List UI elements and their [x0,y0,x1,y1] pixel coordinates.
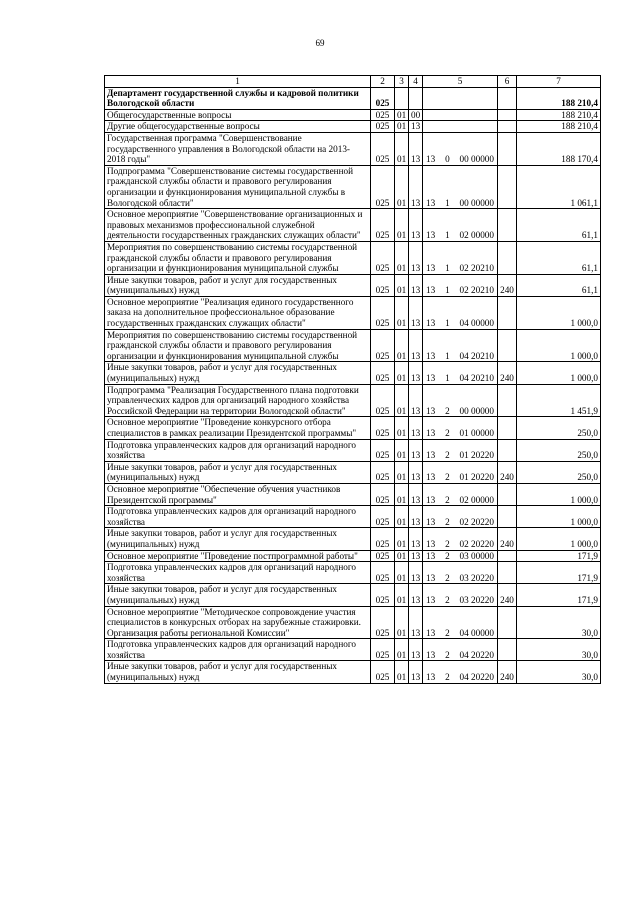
program-code [423,439,498,461]
section-code: 025 [371,417,395,439]
program-code-parts [425,198,495,209]
program-code-parts [425,428,495,439]
expense-type-code [498,639,517,661]
program-code-part: 2 [445,594,450,605]
program-code-parts [425,495,495,506]
program-code [423,296,498,329]
program-code [423,483,498,505]
chapter-code: 01 [395,439,409,461]
expense-type-code: 240 [498,461,517,483]
row-name: Подготовка управленческих кадров для организаций народного хозяйства [105,439,371,461]
program-code [423,506,498,528]
program-code-part: 1 [445,318,450,329]
table-row [105,461,601,483]
row-amount: 30,0 [517,661,601,683]
row-amount: 61,1 [517,241,601,274]
row-amount: 30,0 [517,639,601,661]
expense-type-code [498,329,517,362]
subchapter-code: 13 [409,528,423,550]
program-code-part: 13 [426,450,436,461]
program-code [423,209,498,242]
table-row [105,296,601,329]
row-name: Основное мероприятие "Проведение конкурсного отбора специалистов в рамках реализации Президентской программы" [105,417,371,439]
column-header: 1 [105,76,371,88]
table-row [105,584,601,606]
table-row [105,550,601,562]
program-code [423,132,498,165]
program-code [423,274,498,296]
row-amount: 1 451,9 [517,384,601,417]
column-header: 5 [423,76,498,88]
expense-type-code [498,506,517,528]
program-code-part: 03 20220 [459,572,494,583]
section-code: 025 [371,661,395,683]
program-code-part: 03 00000 [459,550,494,561]
program-code-part: 02 00000 [459,230,494,241]
program-code-part: 00 00000 [459,154,494,165]
table-row [105,661,601,683]
program-code [423,606,498,639]
program-code [423,417,498,439]
chapter-code: 01 [395,606,409,639]
section-code: 025 [371,439,395,461]
expense-type-code [498,439,517,461]
row-name: Подпрограмма "Реализация Государственного плана подготовки управленческих кадров для организаций народного хозяйства Российской Федерации на территории Вологодской области" [105,384,371,417]
header-row [105,76,601,88]
program-code-part: 02 20210 [459,263,494,274]
row-name: Иные закупки товаров, работ и услуг для государственных (муниципальных) нужд [105,661,371,683]
program-code-part: 04 00000 [459,318,494,329]
row-name: Подпрограмма "Совершенствование системы государственной гражданской службы области и правового регулирования организации и функционирования муниципальной службы в Вологодской области" [105,165,371,208]
row-name: Иные закупки товаров, работ и услуг для государственных (муниципальных) нужд [105,274,371,296]
section-code: 025 [371,329,395,362]
row-amount: 1 000,0 [517,483,601,505]
table-row [105,209,601,242]
table-row [105,121,601,133]
program-code-part: 13 [426,350,436,361]
subchapter-code: 13 [409,562,423,584]
expense-type-code [498,384,517,417]
subchapter-code: 13 [409,296,423,329]
program-code-part: 1 [445,197,450,208]
row-amount: 171,9 [517,584,601,606]
program-code-parts [425,230,495,241]
row-name: Основное мероприятие "Совершенствование организационных и правовых механизмов профессиональной служебной деятельности государственных гражданских служащих области" [105,209,371,242]
program-code-part: 13 [426,594,436,605]
row-amount: 171,9 [517,562,601,584]
row-amount: 250,0 [517,417,601,439]
program-code-part: 13 [426,197,436,208]
row-name: Мероприятия по совершенствованию системы государственной гражданской службы области и правового регулирования организации и функционирования муниципальной службы [105,241,371,274]
program-code-parts [425,573,495,584]
chapter-code: 01 [395,165,409,208]
program-code-part: 2 [445,450,450,461]
section-code: 025 [371,506,395,528]
subchapter-code: 13 [409,132,423,165]
section-code: 025 [371,639,395,661]
program-code [423,329,498,362]
chapter-code: 01 [395,639,409,661]
row-amount: 1 000,0 [517,296,601,329]
page-number: 69 [315,38,325,48]
program-code [423,550,498,562]
program-code [423,528,498,550]
row-amount: 188 210,4 [517,109,601,121]
expense-type-code [498,417,517,439]
program-code-part: 00 00000 [459,405,494,416]
subchapter-code: 13 [409,417,423,439]
program-code [423,109,498,121]
table-row [105,274,601,296]
section-code: 025 [371,132,395,165]
program-code-parts [425,628,495,639]
program-code-part: 2 [445,672,450,683]
program-code-part: 13 [426,572,436,583]
chapter-code: 01 [395,132,409,165]
section-code: 025 [371,241,395,274]
program-code-part: 0 [445,154,450,165]
program-code [423,562,498,584]
program-code-parts [425,672,495,683]
row-name: Общегосударственные вопросы [105,109,371,121]
chapter-code: 01 [395,109,409,121]
table-row [105,639,601,661]
table-row [105,483,601,505]
program-code-parts [425,551,495,562]
subchapter-code: 13 [409,384,423,417]
subchapter-code: 00 [409,109,423,121]
row-amount: 250,0 [517,439,601,461]
program-code-part: 13 [426,538,436,549]
row-name: Департамент государственной службы и кадровой политики Вологодской области [105,87,371,109]
table-body [105,76,601,684]
chapter-code: 01 [395,483,409,505]
column-header: 2 [371,76,395,88]
program-code-part: 1 [445,263,450,274]
row-name: Мероприятия по совершенствованию системы государственной гражданской службы области и правового регулирования организации и функционирования муниципальной службы [105,329,371,362]
program-code-part: 13 [426,318,436,329]
column-header: 6 [498,76,517,88]
row-amount: 250,0 [517,461,601,483]
program-code-parts [425,517,495,528]
row-amount: 188 210,4 [517,87,601,109]
column-header: 3 [395,76,409,88]
row-name: Подготовка управленческих кадров для организаций народного хозяйства [105,506,371,528]
chapter-code: 01 [395,121,409,133]
expense-type-code [498,296,517,329]
row-amount: 188 210,4 [517,121,601,133]
subchapter-code: 13 [409,329,423,362]
subchapter-code: 13 [409,121,423,133]
program-code-part: 01 20220 [459,450,494,461]
expense-type-code [498,606,517,639]
row-amount: 1 000,0 [517,528,601,550]
table-row [105,528,601,550]
program-code-part: 13 [426,494,436,505]
section-code: 025 [371,362,395,384]
table-row [105,329,601,362]
section-code: 025 [371,109,395,121]
program-code [423,661,498,683]
table-row [105,439,601,461]
expense-type-code [498,165,517,208]
program-code-part: 13 [426,516,436,527]
program-code-part: 13 [426,230,436,241]
program-code-part: 01 20220 [459,472,494,483]
program-code-part: 2 [445,550,450,561]
program-code-part: 2 [445,428,450,438]
program-code-parts [425,406,495,417]
program-code [423,461,498,483]
expense-type-code [498,483,517,505]
chapter-code: 01 [395,296,409,329]
chapter-code: 01 [395,506,409,528]
program-code-part: 2 [445,538,450,549]
chapter-code: 01 [395,362,409,384]
row-amount: 1 000,0 [517,362,601,384]
expense-type-code: 240 [498,274,517,296]
chapter-code: 01 [395,584,409,606]
chapter-code: 01 [395,562,409,584]
subchapter-code [409,87,423,109]
program-code-part: 02 20220 [459,538,494,549]
section-code: 025 [371,550,395,562]
program-code-part: 2 [445,494,450,505]
program-code-part: 1 [445,285,450,296]
program-code-parts [425,472,495,483]
chapter-code: 01 [395,274,409,296]
program-code-part: 13 [426,649,436,660]
program-code-part: 13 [426,405,436,416]
program-code-parts [425,539,495,550]
chapter-code: 01 [395,550,409,562]
section-code: 025 [371,121,395,133]
subchapter-code: 13 [409,550,423,562]
expense-type-code [498,132,517,165]
program-code-part: 2 [445,516,450,527]
program-code-part: 13 [426,550,436,561]
subchapter-code: 13 [409,606,423,639]
program-code-part: 1 [445,350,450,361]
program-code-part: 13 [426,428,436,438]
program-code-parts [425,595,495,606]
chapter-code: 01 [395,329,409,362]
table-row [105,362,601,384]
row-name: Подготовка управленческих кадров для организаций народного хозяйства [105,562,371,584]
program-code-part: 04 20210 [459,350,494,361]
table-row [105,165,601,208]
section-code: 025 [371,461,395,483]
section-code: 025 [371,483,395,505]
row-name: Государственная программа "Совершенствование государственного управления в Вологодской области на 2013-2018 годы" [105,132,371,165]
program-code-part: 13 [426,472,436,483]
column-header: 4 [409,76,423,88]
subchapter-code: 13 [409,506,423,528]
expense-type-code [498,109,517,121]
chapter-code: 01 [395,528,409,550]
table-row [105,562,601,584]
program-code [423,584,498,606]
chapter-code: 01 [395,384,409,417]
chapter-code: 01 [395,241,409,274]
table-row [105,87,601,109]
subchapter-code: 13 [409,165,423,208]
row-amount: 30,0 [517,606,601,639]
expense-type-code [498,562,517,584]
row-amount: 61,1 [517,274,601,296]
expense-type-code: 240 [498,584,517,606]
program-code-parts [425,263,495,274]
expense-type-code [498,209,517,242]
expense-type-code: 240 [498,528,517,550]
program-code-parts [425,450,495,461]
subchapter-code: 13 [409,639,423,661]
table-row [105,109,601,121]
section-code: 025 [371,296,395,329]
column-header: 7 [517,76,601,88]
program-code-parts [425,351,495,362]
program-code-part: 13 [426,373,436,384]
row-amount: 1 000,0 [517,329,601,362]
subchapter-code: 13 [409,661,423,683]
row-name: Основное мероприятие "Проведение постпрограммной работы" [105,550,371,562]
program-code-part: 04 20220 [459,672,494,683]
program-code-part: 04 00000 [459,627,494,638]
row-amount: 1 061,1 [517,165,601,208]
program-code-parts [425,285,495,296]
program-code-part: 2 [445,572,450,583]
program-code-part: 01 00000 [459,428,494,438]
section-code: 025 [371,562,395,584]
program-code-part: 2 [445,627,450,638]
program-code-part: 13 [426,263,436,274]
section-code: 025 [371,165,395,208]
program-code [423,165,498,208]
expense-type-code: 240 [498,362,517,384]
chapter-code: 01 [395,209,409,242]
expense-type-code [498,121,517,133]
row-name: Подготовка управленческих кадров для организаций народного хозяйства [105,639,371,661]
program-code-part: 13 [426,627,436,638]
section-code: 025 [371,384,395,417]
program-code-parts [425,373,495,384]
program-code-part: 2 [445,649,450,660]
table-row [105,384,601,417]
program-code [423,639,498,661]
table-row [105,606,601,639]
program-code-part: 02 20210 [459,285,494,296]
row-name: Иные закупки товаров, работ и услуг для государственных (муниципальных) нужд [105,362,371,384]
row-name: Основное мероприятие "Обеспечение обучения участников Президентской программы" [105,483,371,505]
subchapter-code: 13 [409,439,423,461]
program-code-part: 02 00000 [459,494,494,505]
subchapter-code: 13 [409,483,423,505]
program-code [423,87,498,109]
section-code: 025 [371,209,395,242]
section-code: 025 [371,274,395,296]
row-name: Другие общегосударственные вопросы [105,121,371,133]
row-name: Иные закупки товаров, работ и услуг для государственных (муниципальных) нужд [105,584,371,606]
row-amount: 1 000,0 [517,506,601,528]
program-code-part: 1 [445,373,450,384]
program-code-part: 04 20220 [459,649,494,660]
program-code-part: 03 20220 [459,594,494,605]
program-code-part: 2 [445,405,450,416]
chapter-code: 01 [395,661,409,683]
row-amount: 171,9 [517,550,601,562]
section-code: 025 [371,584,395,606]
program-code-part: 13 [426,672,436,683]
program-code-part: 00 00000 [459,197,494,208]
program-code-part: 1 [445,230,450,241]
section-code: 025 [371,606,395,639]
subchapter-code: 13 [409,241,423,274]
program-code-parts [425,318,495,329]
section-code: 025 [371,528,395,550]
program-code-part: 2 [445,472,450,483]
subchapter-code: 13 [409,461,423,483]
expense-type-code [498,550,517,562]
table-row [105,506,601,528]
subchapter-code: 13 [409,274,423,296]
program-code [423,241,498,274]
program-code-part: 13 [426,154,436,165]
section-code: 025 [371,87,395,109]
row-name: Иные закупки товаров, работ и услуг для государственных (муниципальных) нужд [105,461,371,483]
chapter-code: 01 [395,461,409,483]
subchapter-code: 13 [409,209,423,242]
subchapter-code: 13 [409,584,423,606]
expense-type-code: 240 [498,661,517,683]
table-row [105,417,601,439]
row-name: Основное мероприятие "Реализация единого государственного заказа на дополнительное профессиональное образование государственных гражданских служащих области" [105,296,371,329]
chapter-code: 01 [395,417,409,439]
budget-table [104,75,601,684]
program-code [423,121,498,133]
expense-type-code [498,87,517,109]
row-name: Иные закупки товаров, работ и услуг для государственных (муниципальных) нужд [105,528,371,550]
table-row [105,132,601,165]
program-code [423,362,498,384]
row-name: Основное мероприятие "Методическое сопровождение участия специалистов в конкурсных отборах на зарубежные стажировки. Организация работы региональной Комиссии" [105,606,371,639]
subchapter-code: 13 [409,362,423,384]
chapter-code [395,87,409,109]
row-amount: 61,1 [517,209,601,242]
program-code [423,384,498,417]
program-code-part: 13 [426,285,436,296]
expense-type-code [498,241,517,274]
program-code-part: 04 20210 [459,373,494,384]
program-code-part: 02 20220 [459,516,494,527]
row-amount: 188 170,4 [517,132,601,165]
program-code-parts [425,650,495,661]
table-row [105,241,601,274]
program-code-parts [425,154,495,165]
